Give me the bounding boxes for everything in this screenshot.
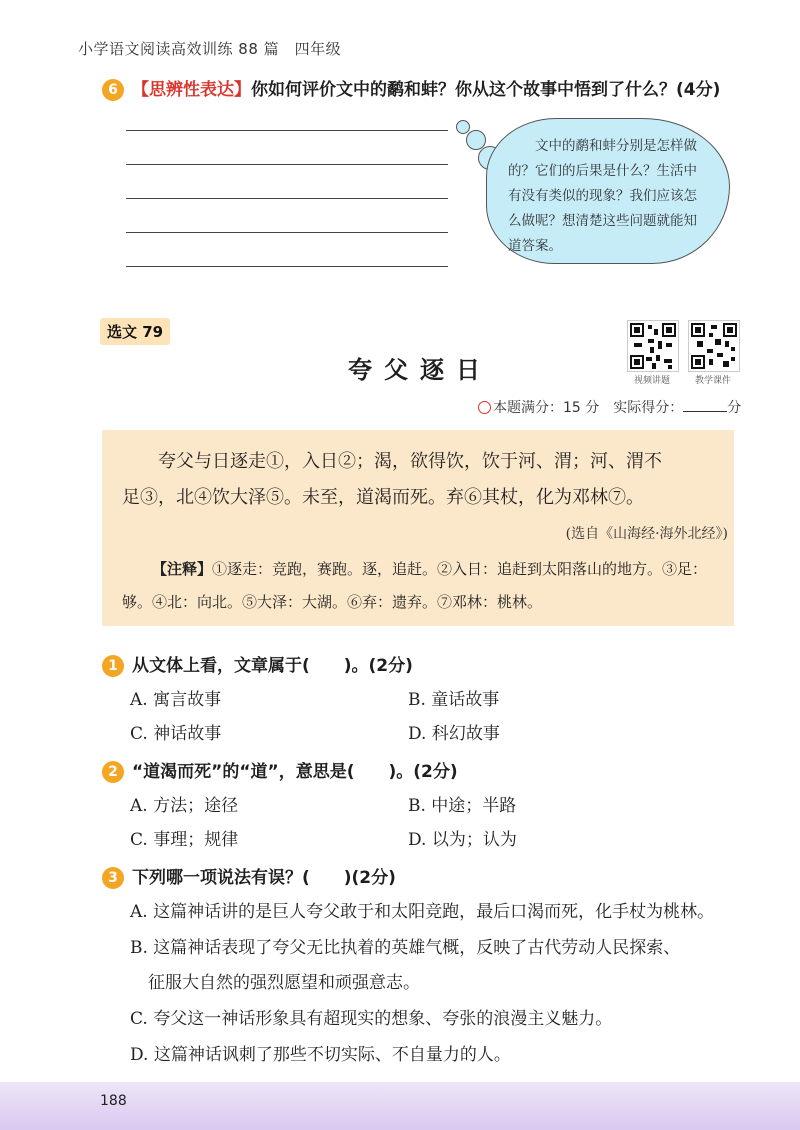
option-2a[interactable]: A. 方法；途径 xyxy=(130,796,239,816)
question-6 xyxy=(102,75,720,101)
answer-line[interactable] xyxy=(126,232,448,233)
clock-icon xyxy=(478,401,491,414)
answer-line[interactable] xyxy=(126,130,448,131)
qr-label-courseware: 教学课件 xyxy=(694,376,731,386)
option-2b[interactable]: B. 中途；半路 xyxy=(408,796,517,816)
option-2c[interactable]: C. 事理；规律 xyxy=(130,830,239,850)
question-3-text: 下列哪一项说法有误？( )(2分) xyxy=(132,868,396,888)
question-6-text: 你如何评价文中的鹬和蚌？你从这个故事中悟到了什么？(4分) xyxy=(251,80,721,100)
passage-title: 夸父逐日 xyxy=(348,355,492,384)
selection-badge: 选文 79 xyxy=(100,318,170,345)
option-1c[interactable]: C. 神话故事 xyxy=(130,724,222,744)
option-1b[interactable]: B. 童话故事 xyxy=(408,690,500,710)
question-2-number: 2 xyxy=(102,761,124,783)
question-6-number: 6 xyxy=(102,79,124,101)
qr-label-video: 视频讲题 xyxy=(633,376,670,386)
question-3 xyxy=(102,863,396,889)
actual-score-label: 实际得分： xyxy=(613,400,684,416)
option-2d[interactable]: D. 以为；认为 xyxy=(408,830,517,850)
page-number: 188 xyxy=(100,1093,127,1109)
option-3d[interactable]: D. 这篇神话讽刺了那些不切实际、不自量力的人。 xyxy=(130,1045,511,1065)
question-2-text: “道渴而死”的“道”，意思是( )。(2分) xyxy=(132,762,458,782)
notes-label: 【注释】 xyxy=(152,560,213,578)
answer-line[interactable] xyxy=(126,164,448,165)
thought-bubble-dot xyxy=(456,120,470,134)
option-3b-continued: 征服大自然的强烈愿望和顽强意志。 xyxy=(148,973,420,993)
question-2 xyxy=(102,757,458,783)
score-unit: 分 xyxy=(727,400,742,416)
passage-text xyxy=(122,444,717,516)
answer-line[interactable] xyxy=(126,266,448,267)
question-1-text: 从文体上看，文章属于( )。(2分) xyxy=(132,656,413,676)
option-3c[interactable]: C. 夸父这一神话形象具有超现实的想象、夸张的浪漫主义魅力。 xyxy=(130,1009,613,1029)
option-1d[interactable]: D. 科幻故事 xyxy=(408,724,500,744)
passage-line-2: 足③，北④饮大泽⑤。未至，道渴而死。弃⑥其杖，化为邓林⑦。 xyxy=(122,487,644,508)
passage-source: (选自《山海经·海外北经》) xyxy=(565,526,728,542)
score-line xyxy=(478,397,741,417)
qr-code-icon[interactable] xyxy=(688,320,740,372)
qr-code-icon[interactable] xyxy=(627,320,679,372)
question-1 xyxy=(102,651,413,677)
option-3a[interactable]: A. 这篇神话讲的是巨人夸父敢于和太阳竞跑，最后口渴而死，化手杖为桃林。 xyxy=(130,902,715,922)
option-3b[interactable]: B. 这篇神话表现了夸父无比执着的英雄气概，反映了古代劳动人民探索、 xyxy=(130,938,681,958)
question-6-tag: 【思辨性表达】 xyxy=(132,80,251,100)
book-header: 小学语文阅读高效训练 88 篇 四年级 xyxy=(78,40,342,58)
option-1a[interactable]: A. 寓言故事 xyxy=(130,690,222,710)
question-3-number: 3 xyxy=(102,867,124,889)
full-score: 本题满分：15 分 xyxy=(493,400,600,416)
notes-text: ①逐走：竞跑，赛跑。逐，追赶。②入日：追赶到太阳落山的地方。③足：够。④北：向北。⑤大泽：大湖。⑥弃：遗弃。⑦邓林：桃林。 xyxy=(122,560,708,611)
passage-line-1: 夸父与日逐走①，入日②；渴，欲得饮，饮于河、渭；河、渭不 xyxy=(158,451,662,472)
hint-text: 文中的鹬和蚌分别是怎样做的？它们的后果是什么？生活中有没有类似的现象？我们应该怎么做呢？想清楚这些问题就能知道答案。 xyxy=(508,138,697,254)
actual-score-blank[interactable] xyxy=(683,399,727,412)
answer-line[interactable] xyxy=(126,198,448,199)
question-1-number: 1 xyxy=(102,655,124,677)
passage-notes xyxy=(122,553,717,619)
